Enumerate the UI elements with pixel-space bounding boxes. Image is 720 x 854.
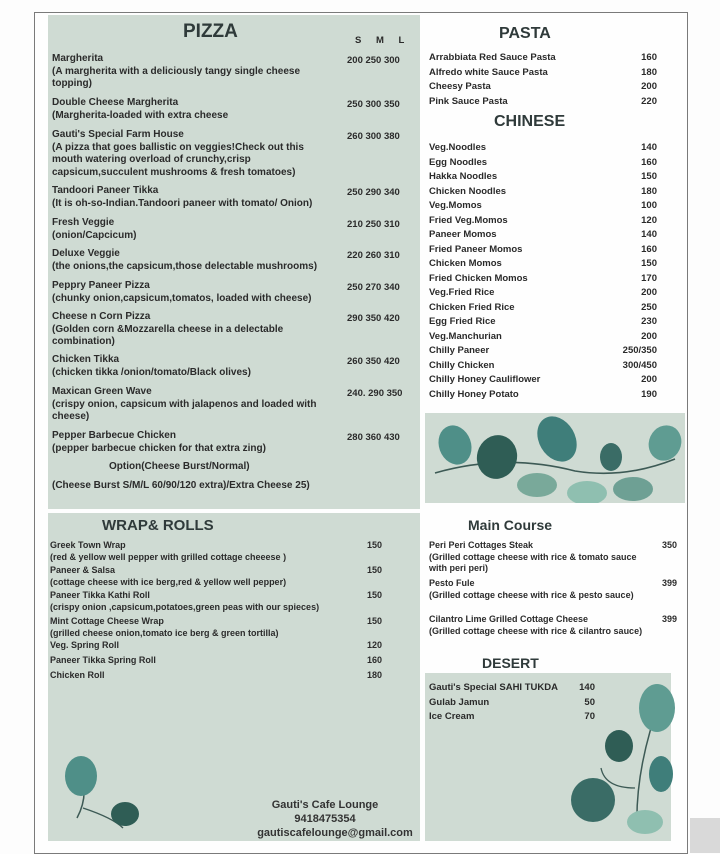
desert-title: DESERT [482,655,539,671]
menu-row-price: 250 [641,301,657,313]
pizza-price: 280 360 430 [347,432,400,443]
menu-row [429,215,657,226]
menu-row-name: Paneer Momos [429,229,497,240]
menu-row-price: 160 [641,52,657,63]
menu-row-price: 160 [641,243,657,255]
menu-row-price: 160 [641,156,657,168]
menu-row [429,360,657,371]
menu-row-price: 120 [641,214,657,226]
menu-item-price: 399 [662,578,678,588]
menu-row-name: Pink Sauce Pasta [429,95,508,107]
menu-row-price: 300/450 [622,359,657,371]
menu-row-price: 170 [641,272,657,284]
pizza-price: 250 290 340 [347,187,400,198]
pizza-size-header: S M L [355,35,411,46]
menu-row-name: Egg Noodles [429,156,488,168]
menu-row-price: 200 [641,81,657,92]
menu-item-price: 160 [367,655,383,665]
pizza-item-text: Pepper Barbecue Chicken (pepper barbecue chicken for that extra zing) [52,430,266,454]
menu-row-name: Arrabbiata Red Sauce Pasta [429,52,556,63]
menu-row-price: 70 [584,711,595,722]
menu-item: Greek Town Wrap (red & yellow well pepper with grilled cottage cheeese ) [50,540,287,562]
pizza-price: 220 260 310 [347,250,400,261]
pizza-item [52,430,342,455]
menu-item-price: 150 [367,616,383,626]
menu-row [429,331,657,342]
menu-row [429,157,657,168]
menu-row-price: 250/350 [622,345,657,356]
pizza-price: 240. 290 350 [347,388,403,399]
pizza-item [52,280,347,305]
pizza-item [52,248,352,273]
menu-row-name: Cheesy Pasta [429,81,491,92]
menu-item: Pesto Fule (Grilled cottage cheese with rice & pesto sauce) [429,578,634,600]
eucalyptus-leaves-left-icon [63,748,153,838]
menu-item: Veg. Spring Roll [50,640,120,650]
menu-item-price: 180 [367,670,383,680]
pizza-price: 260 350 420 [347,356,400,367]
pizza-item-text: Deluxe Veggie (the onions,the capsicum,those delectable mushrooms) [52,248,318,272]
pizza-item [52,311,322,349]
pizza-extra: (Cheese Burst S/M/L 60/90/120 extra)/Extra Cheese 25) [52,480,310,491]
page-edge-shadow [690,818,720,853]
pasta-title: PASTA [499,25,551,42]
menu-row-price: 150 [641,171,657,182]
menu-row-price: 180 [641,185,657,197]
pizza-price: 200 250 300 [347,55,400,66]
menu-row-price: 200 [641,287,657,298]
pizza-option: Option(Cheese Burst/Normal) [109,461,250,472]
menu-item: Paneer Tikka Kathi Roll (crispy onion ,capsicum,potatoes,green peas with our spieces) [50,590,320,612]
pizza-price: 260 300 380 [347,131,400,142]
menu-row-price: 140 [641,229,657,240]
menu-row [429,81,657,92]
menu-row [429,316,657,327]
pizza-item [52,97,337,122]
menu-row [429,244,657,255]
menu-row [429,287,657,298]
menu-sheet [34,12,688,854]
menu-row [429,67,657,78]
menu-row [429,273,657,284]
menu-row-name: Gauti's Special SAHI TUKDA [429,682,558,693]
menu-row-name: Veg.Manchurian [429,330,502,342]
menu-row-price: 140 [641,142,657,153]
pizza-item-text: Fresh Veggie (onion/Capcicum) [52,217,137,241]
menu-row-price: 230 [641,316,657,327]
menu-row-price: 150 [641,258,657,269]
menu-row-name: Chilly Honey Potato [429,388,519,400]
menu-row [429,142,657,153]
menu-item: Peri Peri Cottages Steak (Grilled cottage cheese with rice & tomato sauce with peri peri) [429,540,637,573]
menu-row [429,302,657,313]
menu-row-name: Egg Fried Rice [429,316,496,327]
pizza-price: 250 300 350 [347,99,400,110]
menu-row-price: 200 [641,374,657,385]
menu-row-name: Veg.Fried Rice [429,287,495,298]
menu-row-name: Chicken Fried Rice [429,301,515,313]
pizza-item-text: Peppry Paneer Pizza (chunky onion,capsicum,tomatos, loaded with cheese) [52,280,312,304]
menu-row-name: Hakka Noodles [429,171,498,182]
pizza-item-text: Tandoori Paneer Tikka (It is oh-so-Indian.Tandoori paneer with tomato/ Onion) [52,185,313,209]
menu-item: Mint Cottage Cheese Wrap (grilled cheese onion,tomato ice berg & green tortilla) [50,616,279,638]
footer-name: Gauti's Cafe Lounge [271,799,379,811]
pizza-item [52,129,337,179]
menu-row-name: Chilly Honey Cauliflower [429,374,541,385]
menu-row-price: 200 [641,330,657,342]
menu-item-price: 399 [662,614,678,624]
pizza-item [52,354,337,379]
menu-row-name: Veg.Noodles [429,142,487,153]
menu-row [429,389,657,400]
menu-row-name: Chilly Chicken [429,359,495,371]
menu-item-price: 150 [367,540,383,550]
footer-phone: 9418475354 [294,813,356,825]
menu-row-name: Chilly Paneer [429,345,490,356]
main-course-title: Main Course [468,517,553,533]
menu-row-price: 190 [641,388,657,400]
menu-item-price: 350 [662,540,678,550]
menu-row-name: Chicken Momos [429,258,502,269]
menu-row-name: Fried Paneer Momos [429,243,523,255]
menu-row [429,345,657,356]
menu-row-name: Fried Chicken Momos [429,272,528,284]
menu-row-price: 100 [641,200,657,211]
menu-row [429,229,657,240]
footer-email: gautiscafelounge@gmail.com [257,827,413,839]
wraps-title: WRAP& ROLLS [102,517,214,534]
menu-row-price: 220 [641,95,657,107]
pizza-price: 210 250 310 [347,219,400,230]
menu-row-price: 180 [641,66,657,78]
menu-row-name: Ice Cream [429,711,475,722]
menu-row-price: 140 [579,682,595,693]
menu-item-price: 150 [367,565,383,575]
pizza-item-text: Chicken Tikka (chicken tikka /onion/tomato/Black olives) [52,354,251,378]
menu-row-price: 50 [584,696,595,708]
menu-item: Chicken Roll [50,670,105,680]
menu-item-price: 120 [367,640,383,650]
pizza-item-text: Maxican Green Wave (crispy onion, capsicum with jalapenos and loaded with cheese) [52,386,317,423]
pizza-item-text: Gauti's Special Farm House (A pizza that goes ballistic on veggies!Check out this mouth watering overload of crunchy,crisp capsicum,succulent mushrooms & fresh tomatoes) [52,129,304,178]
menu-row [429,200,657,211]
menu-row-name: Gulab Jamun [429,696,490,708]
menu-item-price: 150 [367,590,383,600]
menu-row [429,374,657,385]
pizza-price: 250 270 340 [347,282,400,293]
eucalyptus-leaves-top-icon [425,413,685,503]
chinese-title: CHINESE [494,113,566,130]
menu-row [429,96,657,107]
pizza-title: PIZZA [183,21,238,42]
pizza-item [52,53,337,91]
pizza-item [52,386,342,424]
menu-row [429,258,657,269]
menu-item: Cilantro Lime Grilled Cottage Cheese (Grilled cottage cheese with rice & cilantro sauce) [429,614,643,636]
menu-row-name: Chicken Noodles [429,185,507,197]
eucalyptus-leaves-bottom-right-icon [565,678,675,838]
pizza-item-text: Double Cheese Margherita (Margherita-loaded with extra cheese [52,97,229,121]
menu-row [429,52,657,63]
menu-row-name: Fried Veg.Momos [429,214,508,226]
menu-row [429,186,657,197]
pizza-item [52,185,352,210]
menu-item: Paneer & Salsa (cottage cheese with ice berg,red & yellow well pepper) [50,565,287,587]
menu-row-name: Veg.Momos [429,200,482,211]
menu-row [429,171,657,182]
pizza-item-text: Margherita (A margherita with a deliciously tangy single cheese topping) [52,53,301,90]
menu-item: Paneer Tikka Spring Roll [50,655,156,665]
pizza-item-text: Cheese n Corn Pizza (Golden corn &Mozzarella cheese in a delectable combination) [52,311,284,348]
pizza-item [52,217,337,242]
pizza-price: 290 350 420 [347,313,400,324]
menu-row-name: Alfredo white Sauce Pasta [429,66,548,78]
